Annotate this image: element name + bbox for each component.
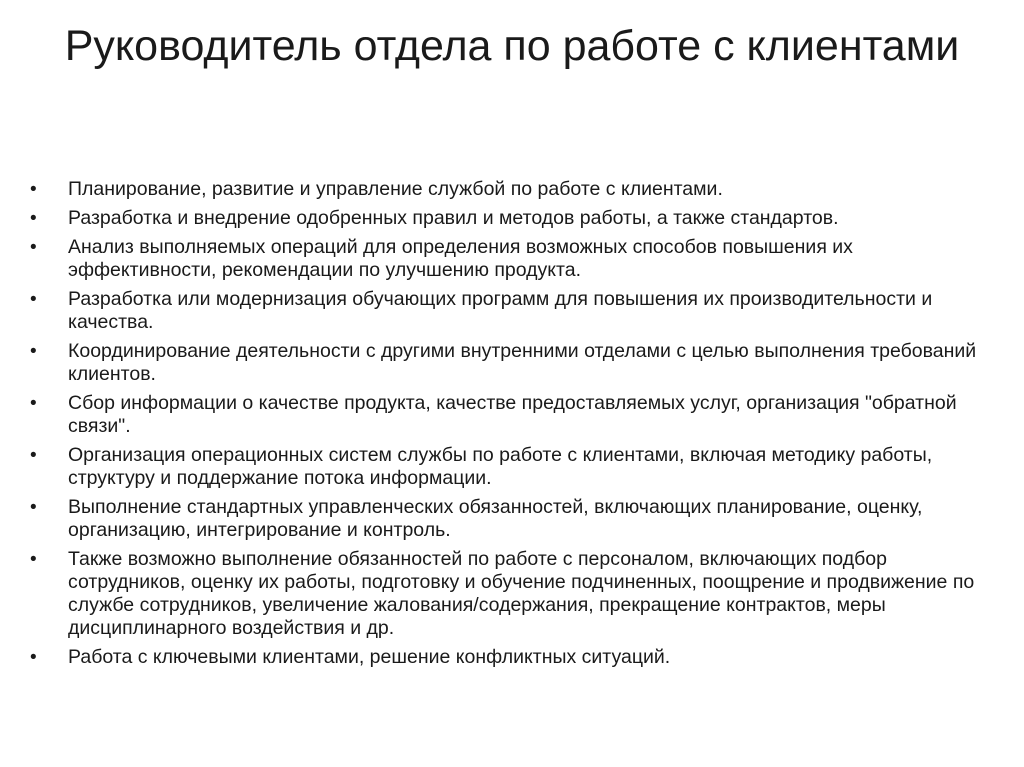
bullet-dot-icon: •	[30, 179, 37, 200]
bullet-text: Также возможно выполнение обязанностей по работе с персоналом, включающих подбор сотрудников, оценку их работы, подготовку и обучение подчиненных, поощрение и продвижение по службе сотрудников, увеличение жалования/содержания, прекращение контрактов, меры дисциплинарного воздействия и др.	[68, 548, 975, 639]
bullet-item	[30, 178, 1000, 201]
bullet-dot-icon: •	[30, 393, 37, 414]
bullet-item	[30, 236, 1000, 282]
bullet-dot-icon: •	[30, 341, 37, 362]
bullet-item	[30, 207, 1000, 230]
bullet-text: Разработка или модернизация обучающих программ для повышения их производительности и качества.	[68, 288, 933, 333]
bullet-text: Анализ выполняемых операций для определения возможных способов повышения их эффективности, рекомендации по улучшению продукта.	[68, 236, 853, 281]
bullet-item	[30, 496, 1000, 542]
bullet-item	[30, 340, 1000, 386]
bullet-dot-icon: •	[30, 549, 37, 570]
bullet-dot-icon: •	[30, 237, 37, 258]
bullet-dot-icon: •	[30, 445, 37, 466]
bullet-text: Координирование деятельности с другими внутренними отделами с целью выполнения требований клиентов.	[68, 340, 977, 385]
bullet-text: Разработка и внедрение одобренных правил и методов работы, а также стандартов.	[68, 207, 839, 229]
bullet-item	[30, 548, 1000, 640]
bullet-text: Работа с ключевыми клиентами, решение конфликтных ситуаций.	[68, 646, 671, 668]
bullet-item	[30, 392, 1000, 438]
bullet-dot-icon: •	[30, 289, 37, 310]
bullet-text: Выполнение стандартных управленческих обязанностей, включающих планирование, оценку, организацию, интегрирование и контроль.	[68, 496, 923, 541]
bullet-item	[30, 444, 1000, 490]
bullet-text: Организация операционных систем службы по работе с клиентами, включая методику работы, структуру и поддержание потока информации.	[68, 444, 933, 489]
bullet-dot-icon: •	[30, 208, 37, 229]
bullet-text: Планирование, развитие и управление службой по работе с клиентами.	[68, 178, 723, 200]
bullet-item	[30, 288, 1000, 334]
bullet-text: Сбор информации о качестве продукта, качестве предоставляемых услуг, организация "обратной связи".	[68, 392, 957, 437]
bullet-list	[30, 178, 1000, 675]
bullet-item	[30, 646, 1000, 669]
bullet-dot-icon: •	[30, 647, 37, 668]
bullet-dot-icon: •	[30, 497, 37, 518]
slide-title: Руководитель отдела по работе с клиентами	[64, 22, 960, 70]
